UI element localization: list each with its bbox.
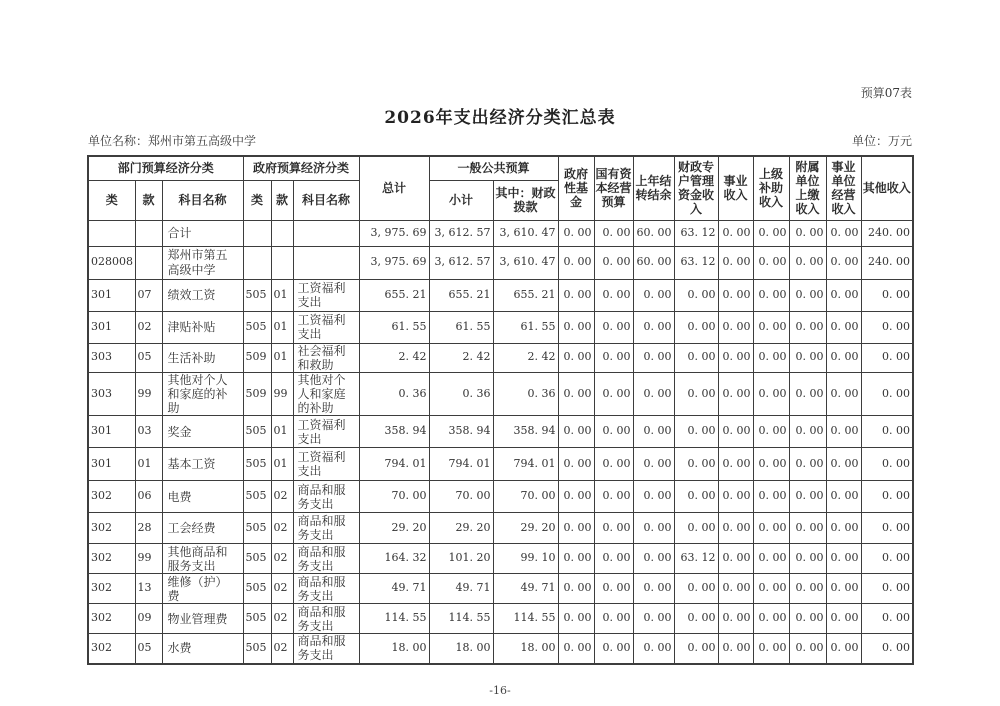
table-cell: 0. 00 — [753, 574, 789, 604]
table-cell: 其他对个人和家庭的补助 — [162, 372, 243, 415]
table-cell — [88, 220, 135, 246]
table-cell: 303 — [88, 372, 135, 415]
table-cell: 505 — [243, 574, 271, 604]
header-fiscal-special-account: 财政专户管理资金收入 — [674, 156, 718, 220]
table-cell: 0. 00 — [674, 481, 718, 513]
table-cell — [293, 220, 359, 246]
table-cell: 02 — [135, 311, 162, 343]
table-cell: 505 — [243, 544, 271, 574]
table-cell: 3, 975. 69 — [359, 246, 429, 279]
table-cell: 794. 01 — [429, 448, 493, 481]
table-cell: 02 — [271, 604, 293, 634]
header-total: 总计 — [359, 156, 429, 220]
header-gov-fund: 政府性基金 — [558, 156, 594, 220]
table-cell: 09 — [135, 604, 162, 634]
table-cell: 0. 00 — [789, 279, 826, 311]
table-cell: 0. 00 — [558, 311, 594, 343]
table-cell: 0. 00 — [826, 246, 861, 279]
table-cell: 其他商品和服务支出 — [162, 544, 243, 574]
table-cell: 0. 00 — [558, 574, 594, 604]
table-cell: 49. 71 — [429, 574, 493, 604]
table-cell: 0. 00 — [558, 513, 594, 544]
table-cell — [271, 246, 293, 279]
table-cell: 工会经费 — [162, 513, 243, 544]
table-cell: 0. 00 — [718, 448, 753, 481]
table-cell: 0. 00 — [718, 279, 753, 311]
table-cell: 505 — [243, 311, 271, 343]
table-cell: 0. 00 — [633, 279, 674, 311]
table-cell: 63. 12 — [674, 220, 718, 246]
table-cell: 0. 00 — [753, 343, 789, 372]
page-number: -16- — [489, 684, 511, 697]
table-cell: 2. 42 — [359, 343, 429, 372]
table-cell: 0. 00 — [633, 544, 674, 574]
table-cell: 0. 00 — [558, 448, 594, 481]
table-cell: 电费 — [162, 481, 243, 513]
table-cell: 津贴补贴 — [162, 311, 243, 343]
header-public-budget-group: 一般公共预算 — [429, 156, 558, 180]
table-cell: 303 — [88, 343, 135, 372]
table-cell: 物业管理费 — [162, 604, 243, 634]
header-gov-group: 政府预算经济分类 — [243, 156, 359, 180]
table-cell: 0. 00 — [826, 513, 861, 544]
table-cell: 0. 00 — [558, 634, 594, 664]
table-cell: 0. 00 — [594, 448, 633, 481]
table-cell: 0. 00 — [753, 372, 789, 415]
table-cell: 05 — [135, 343, 162, 372]
table-cell — [135, 220, 162, 246]
table-cell: 0. 00 — [633, 634, 674, 664]
table-cell: 505 — [243, 448, 271, 481]
table-cell: 0. 00 — [789, 574, 826, 604]
table-cell: 3, 610. 47 — [493, 220, 558, 246]
table-cell: 302 — [88, 574, 135, 604]
table-cell: 302 — [88, 604, 135, 634]
table-cell: 0. 00 — [674, 634, 718, 664]
table-cell: 0. 00 — [718, 634, 753, 664]
table-cell: 240. 00 — [861, 246, 913, 279]
table-cell: 02 — [271, 481, 293, 513]
table-row — [88, 311, 913, 343]
table-cell: 3, 612. 57 — [429, 246, 493, 279]
header-gov-subject-name: 科目名称 — [293, 180, 359, 220]
header-gov-section: 款 — [271, 180, 293, 220]
table-cell: 0. 00 — [753, 634, 789, 664]
table-row — [88, 634, 913, 664]
table-cell: 0. 00 — [861, 544, 913, 574]
table-cell: 0. 00 — [753, 246, 789, 279]
table-cell: 0. 00 — [718, 220, 753, 246]
table-row — [88, 279, 913, 311]
table-cell: 0. 00 — [718, 343, 753, 372]
table-cell: 0. 00 — [753, 416, 789, 448]
table-cell: 0. 00 — [789, 416, 826, 448]
table-cell: 0. 00 — [558, 481, 594, 513]
table-cell: 0. 00 — [633, 604, 674, 634]
table-row — [88, 416, 913, 448]
unit-info-row — [88, 132, 912, 149]
table-cell: 655. 21 — [359, 279, 429, 311]
table-cell: 0. 00 — [826, 574, 861, 604]
table-cell: 01 — [271, 311, 293, 343]
table-cell: 0. 00 — [753, 604, 789, 634]
table-cell: 302 — [88, 481, 135, 513]
table-cell: 302 — [88, 634, 135, 664]
table-cell: 61. 55 — [493, 311, 558, 343]
header-fiscal-allocation: 其中：财政拨款 — [493, 180, 558, 220]
table-cell: 509 — [243, 372, 271, 415]
header-other-income: 其他收入 — [861, 156, 913, 220]
table-cell: 商品和服务支出 — [293, 574, 359, 604]
table-cell: 05 — [135, 634, 162, 664]
table-cell: 0. 00 — [826, 604, 861, 634]
unit-name-label: 单位名称： — [88, 134, 149, 148]
table-cell: 0. 00 — [633, 574, 674, 604]
header-affiliated-unit-income: 附属单位上缴收入 — [789, 156, 826, 220]
table-cell: 164. 32 — [359, 544, 429, 574]
table-cell: 0. 00 — [861, 513, 913, 544]
table-cell: 28 — [135, 513, 162, 544]
table-cell: 301 — [88, 448, 135, 481]
table-cell: 0. 00 — [789, 634, 826, 664]
table-cell: 商品和服务支出 — [293, 481, 359, 513]
table-cell: 0. 00 — [558, 416, 594, 448]
table-cell: 70. 00 — [429, 481, 493, 513]
table-row — [88, 544, 913, 574]
page-title: 2026年支出经济分类汇总表 — [384, 108, 616, 128]
table-cell: 655. 21 — [429, 279, 493, 311]
table-cell: 0. 00 — [594, 416, 633, 448]
table-cell: 505 — [243, 279, 271, 311]
table-cell: 奖金 — [162, 416, 243, 448]
table-cell: 0. 00 — [861, 574, 913, 604]
table-cell: 0. 00 — [674, 604, 718, 634]
table-cell: 0. 00 — [789, 220, 826, 246]
table-cell: 0. 00 — [826, 448, 861, 481]
table-cell — [135, 246, 162, 279]
table-cell: 358. 94 — [429, 416, 493, 448]
table-cell: 0. 00 — [633, 372, 674, 415]
header-business-income: 事业收入 — [718, 156, 753, 220]
table-cell: 2. 42 — [493, 343, 558, 372]
table-cell: 其他对个人和家庭的补助 — [293, 372, 359, 415]
table-row — [88, 246, 913, 279]
table-cell: 0. 00 — [594, 574, 633, 604]
table-cell: 301 — [88, 416, 135, 448]
table-cell: 0. 00 — [826, 544, 861, 574]
table-cell: 2. 42 — [429, 343, 493, 372]
form-code: 预算07表 — [860, 86, 912, 100]
table-row — [88, 372, 913, 415]
table-cell: 0. 00 — [594, 513, 633, 544]
currency-unit-label: 单位：万元 — [851, 134, 912, 148]
table-cell: 18. 00 — [429, 634, 493, 664]
table-cell: 61. 55 — [429, 311, 493, 343]
table-cell: 0. 00 — [826, 279, 861, 311]
table-cell: 114. 55 — [359, 604, 429, 634]
table-cell — [243, 246, 271, 279]
table-cell: 0. 00 — [861, 343, 913, 372]
table-cell: 0. 00 — [674, 416, 718, 448]
table-cell: 01 — [271, 416, 293, 448]
table-cell: 114. 55 — [493, 604, 558, 634]
header-dept-section: 款 — [135, 180, 162, 220]
table-cell: 0. 00 — [861, 634, 913, 664]
table-cell: 509 — [243, 343, 271, 372]
table-cell: 03 — [135, 416, 162, 448]
table-body — [88, 220, 913, 664]
table-cell: 70. 00 — [493, 481, 558, 513]
table-cell: 0. 00 — [861, 372, 913, 415]
table-cell: 0. 00 — [594, 604, 633, 634]
table-cell: 0. 00 — [674, 513, 718, 544]
table-cell: 0. 00 — [826, 481, 861, 513]
table-cell: 0. 00 — [594, 246, 633, 279]
header-dept-subject-name: 科目名称 — [162, 180, 243, 220]
table-cell: 0. 00 — [633, 416, 674, 448]
table-cell: 商品和服务支出 — [293, 513, 359, 544]
table-cell: 0. 00 — [674, 311, 718, 343]
table-cell: 生活补助 — [162, 343, 243, 372]
table-row — [88, 574, 913, 604]
table-cell: 0. 00 — [789, 448, 826, 481]
table-cell: 02 — [271, 634, 293, 664]
table-cell: 0. 00 — [594, 481, 633, 513]
table-cell — [293, 246, 359, 279]
table-cell: 13 — [135, 574, 162, 604]
table-cell: 49. 71 — [493, 574, 558, 604]
table-cell: 0. 00 — [674, 343, 718, 372]
table-cell: 0. 00 — [826, 416, 861, 448]
table-cell: 0. 00 — [753, 481, 789, 513]
table-cell: 794. 01 — [359, 448, 429, 481]
header-dept-group: 部门预算经济分类 — [88, 156, 243, 180]
table-cell: 3, 975. 69 — [359, 220, 429, 246]
table-cell: 基本工资 — [162, 448, 243, 481]
table-cell: 505 — [243, 634, 271, 664]
table-cell: 60. 00 — [633, 246, 674, 279]
table-cell: 028008 — [88, 246, 135, 279]
table-cell: 商品和服务支出 — [293, 544, 359, 574]
table-cell: 3, 612. 57 — [429, 220, 493, 246]
table-cell: 0. 00 — [718, 544, 753, 574]
table-cell: 01 — [135, 448, 162, 481]
table-row — [88, 343, 913, 372]
table-cell: 302 — [88, 544, 135, 574]
table-cell: 0. 00 — [633, 343, 674, 372]
table-cell: 0. 00 — [789, 544, 826, 574]
table-cell: 0. 00 — [789, 513, 826, 544]
table-cell: 01 — [271, 279, 293, 311]
table-row — [88, 481, 913, 513]
table-cell: 0. 00 — [789, 372, 826, 415]
table-cell: 01 — [271, 448, 293, 481]
table-cell: 0. 00 — [718, 416, 753, 448]
table-cell: 商品和服务支出 — [293, 604, 359, 634]
table-row — [88, 513, 913, 544]
table-cell: 工资福利支出 — [293, 311, 359, 343]
table-cell — [271, 220, 293, 246]
table-cell: 0. 00 — [753, 544, 789, 574]
unit-name — [88, 132, 256, 149]
table-cell: 18. 00 — [493, 634, 558, 664]
table-cell: 655. 21 — [493, 279, 558, 311]
table-cell: 0. 36 — [493, 372, 558, 415]
table-cell: 0. 36 — [429, 372, 493, 415]
table-cell: 29. 20 — [429, 513, 493, 544]
table-cell: 0. 00 — [674, 574, 718, 604]
table-cell: 61. 55 — [359, 311, 429, 343]
table-cell: 63. 12 — [674, 246, 718, 279]
table-cell: 0. 00 — [558, 604, 594, 634]
table-cell: 114. 55 — [429, 604, 493, 634]
table-cell: 0. 00 — [826, 634, 861, 664]
table-cell: 0. 00 — [558, 246, 594, 279]
table-cell: 0. 00 — [594, 311, 633, 343]
table-cell: 合计 — [162, 220, 243, 246]
table-cell: 0. 00 — [753, 220, 789, 246]
table-cell: 社会福利和救助 — [293, 343, 359, 372]
table-cell: 0. 00 — [789, 343, 826, 372]
table-cell: 0. 00 — [558, 279, 594, 311]
budget-summary-table — [87, 155, 914, 665]
table-cell: 0. 00 — [753, 311, 789, 343]
table-cell: 0. 00 — [826, 372, 861, 415]
table-cell: 99. 10 — [493, 544, 558, 574]
table-cell: 0. 00 — [558, 372, 594, 415]
table-cell: 0. 00 — [789, 481, 826, 513]
table-cell: 0. 00 — [861, 279, 913, 311]
table-cell: 0. 00 — [718, 604, 753, 634]
table-cell: 63. 12 — [674, 544, 718, 574]
table-cell: 505 — [243, 416, 271, 448]
table-cell: 302 — [88, 513, 135, 544]
table-cell: 0. 00 — [674, 448, 718, 481]
table-cell: 0. 00 — [633, 448, 674, 481]
table-cell: 29. 20 — [359, 513, 429, 544]
header-subtotal: 小计 — [429, 180, 493, 220]
table-cell: 02 — [271, 544, 293, 574]
table-cell: 商品和服务支出 — [293, 634, 359, 664]
table-cell: 0. 00 — [594, 343, 633, 372]
table-row — [88, 220, 913, 246]
table-cell: 358. 94 — [493, 416, 558, 448]
table-cell: 60. 00 — [633, 220, 674, 246]
table-cell: 358. 94 — [359, 416, 429, 448]
table-cell: 0. 00 — [674, 279, 718, 311]
table-cell: 07 — [135, 279, 162, 311]
table-cell: 505 — [243, 604, 271, 634]
table-cell: 0. 00 — [718, 372, 753, 415]
table-row — [88, 604, 913, 634]
table-cell: 0. 00 — [594, 279, 633, 311]
table-cell: 0. 00 — [861, 448, 913, 481]
table-cell: 02 — [271, 574, 293, 604]
table-cell: 240. 00 — [861, 220, 913, 246]
table-cell: 3, 610. 47 — [493, 246, 558, 279]
table-cell: 0. 00 — [753, 448, 789, 481]
table-cell: 0. 00 — [633, 481, 674, 513]
table-cell: 794. 01 — [493, 448, 558, 481]
table-cell: 0. 00 — [826, 220, 861, 246]
table-cell: 0. 00 — [826, 343, 861, 372]
table-cell: 0. 00 — [861, 604, 913, 634]
table-cell: 0. 00 — [633, 311, 674, 343]
header-superior-subsidy: 上级补助收入 — [753, 156, 789, 220]
table-cell: 0. 00 — [718, 481, 753, 513]
table-cell: 0. 00 — [789, 311, 826, 343]
table-cell: 99 — [271, 372, 293, 415]
header-dept-class: 类 — [88, 180, 135, 220]
table-cell: 0. 00 — [594, 372, 633, 415]
table-cell: 0. 00 — [753, 279, 789, 311]
table-cell: 49. 71 — [359, 574, 429, 604]
header-gov-class: 类 — [243, 180, 271, 220]
table-cell: 505 — [243, 513, 271, 544]
table-cell: 99 — [135, 544, 162, 574]
table-cell: 水费 — [162, 634, 243, 664]
table-cell: 0. 00 — [718, 311, 753, 343]
table-cell: 301 — [88, 311, 135, 343]
table-cell: 0. 36 — [359, 372, 429, 415]
table-cell: 0. 00 — [753, 513, 789, 544]
table-cell — [243, 220, 271, 246]
table-cell: 0. 00 — [789, 604, 826, 634]
table-cell: 0. 00 — [558, 544, 594, 574]
table-cell: 0. 00 — [826, 311, 861, 343]
table-cell: 维修（护）费 — [162, 574, 243, 604]
table-cell: 0. 00 — [718, 513, 753, 544]
header-carryover-balance: 上年结转结余 — [633, 156, 674, 220]
table-cell: 0. 00 — [789, 246, 826, 279]
table-cell: 郑州市第五高级中学 — [162, 246, 243, 279]
table-cell: 0. 00 — [558, 343, 594, 372]
table-cell: 0. 00 — [718, 574, 753, 604]
table-cell: 绩效工资 — [162, 279, 243, 311]
unit-name-value: 郑州市第五高级中学 — [148, 134, 257, 148]
table-cell: 01 — [271, 343, 293, 372]
table-cell: 0. 00 — [718, 246, 753, 279]
table-cell: 99 — [135, 372, 162, 415]
table-cell: 06 — [135, 481, 162, 513]
table-cell: 70. 00 — [359, 481, 429, 513]
table-cell: 0. 00 — [594, 634, 633, 664]
table-cell: 0. 00 — [594, 544, 633, 574]
table-cell: 0. 00 — [633, 513, 674, 544]
header-state-capital-budget: 国有资本经营预算 — [594, 156, 633, 220]
header-operating-income: 事业单位经营收入 — [826, 156, 861, 220]
table-cell: 0. 00 — [861, 311, 913, 343]
table-cell: 0. 00 — [674, 372, 718, 415]
table-cell: 0. 00 — [861, 481, 913, 513]
table-cell: 工资福利支出 — [293, 279, 359, 311]
table-cell: 101. 20 — [429, 544, 493, 574]
table-cell: 0. 00 — [861, 416, 913, 448]
table-cell: 0. 00 — [594, 220, 633, 246]
table-cell: 29. 20 — [493, 513, 558, 544]
table-cell: 0. 00 — [558, 220, 594, 246]
table-cell: 18. 00 — [359, 634, 429, 664]
table-header — [88, 156, 913, 220]
table-cell: 工资福利支出 — [293, 448, 359, 481]
table-cell: 505 — [243, 481, 271, 513]
table-cell: 02 — [271, 513, 293, 544]
table-row — [88, 448, 913, 481]
table-cell: 301 — [88, 279, 135, 311]
table-cell: 工资福利支出 — [293, 416, 359, 448]
